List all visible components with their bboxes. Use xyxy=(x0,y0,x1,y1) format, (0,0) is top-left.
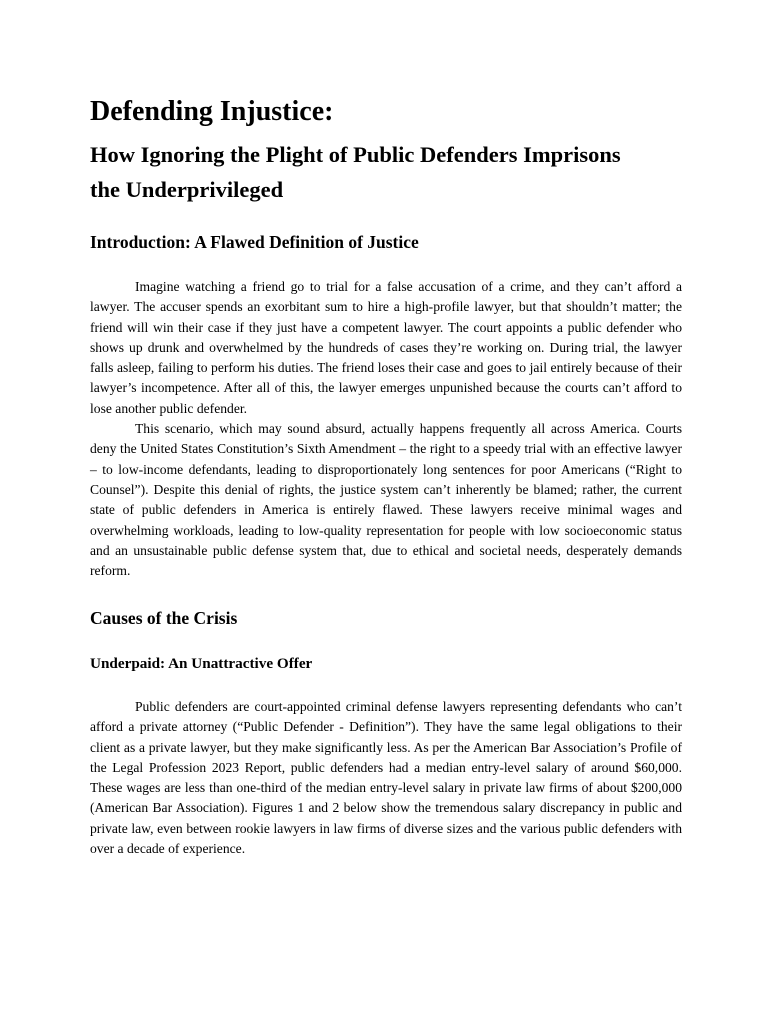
paragraph: This scenario, which may sound absurd, actually happens frequently all across America. Courts deny the United States Constitution’s Sixth Amendment – the right to a speedy trial with an effective lawyer – to low-income defendants, leading to disproportionately long sentences for poor Americans (“Right to Counsel”). Despite this denial of rights, the justice system can’t inherently be blamed; rather, the current state of public defenders in America is entirely flawed. These lawyers receive minimal wages and overwhelming workloads, leading to low-quality representation for people with low socioeconomic status and an unsustainable public defense system that, due to ethical and societal needs, desperately demands reform. xyxy=(90,421,682,579)
subsection-heading-underpaid: Underpaid: An Unattractive Offer xyxy=(90,655,313,672)
introduction-body xyxy=(90,277,682,581)
section-heading-introduction: Introduction: A Flawed Definition of Justice xyxy=(90,232,419,252)
document-title: Defending Injustice: xyxy=(90,96,334,127)
paragraph: Imagine watching a friend go to trial for a false accusation of a crime, and they can’t afford a lawyer. The accuser spends an exorbitant sum to hire a high-profile lawyer, but that shouldn’t matter; the friend will win their case if they just have a competent lawyer. The court appoints a public defender who shows up drunk and overwhelmed by the hundreds of cases they’re working on. During trial, the lawyer falls asleep, failing to perform his duties. The friend loses their case and goes to jail entirely because of their lawyer’s incompetence. After all of this, the lawyer emerges unpunished because the courts can’t afford to lose another public defender. xyxy=(90,279,682,416)
document-subtitle: How Ignoring the Plight of Public Defenders Imprisons the Underprivileged xyxy=(90,142,621,202)
paragraph: Public defenders are court-appointed criminal defense lawyers representing defendants who can’t afford a private attorney (“Public Defender - Definition”). They have the same legal obligations to their client as a private lawyer, but they make significantly less. As per the American Bar Association’s Profile of the Legal Profession 2023 Report, public defenders had a median entry-level salary of around $60,000. These wages are less than one-third of the median entry-level salary in private law firms of about $200,000 (American Bar Association). Figures 1 and 2 below show the tremendous salary discrepancy in public and private law, even between rookie lawyers in law firms of diverse sizes and the various public defenders with over a decade of experience. xyxy=(90,699,682,857)
underpaid-body xyxy=(90,697,682,859)
section-heading-causes: Causes of the Crisis xyxy=(90,608,238,628)
